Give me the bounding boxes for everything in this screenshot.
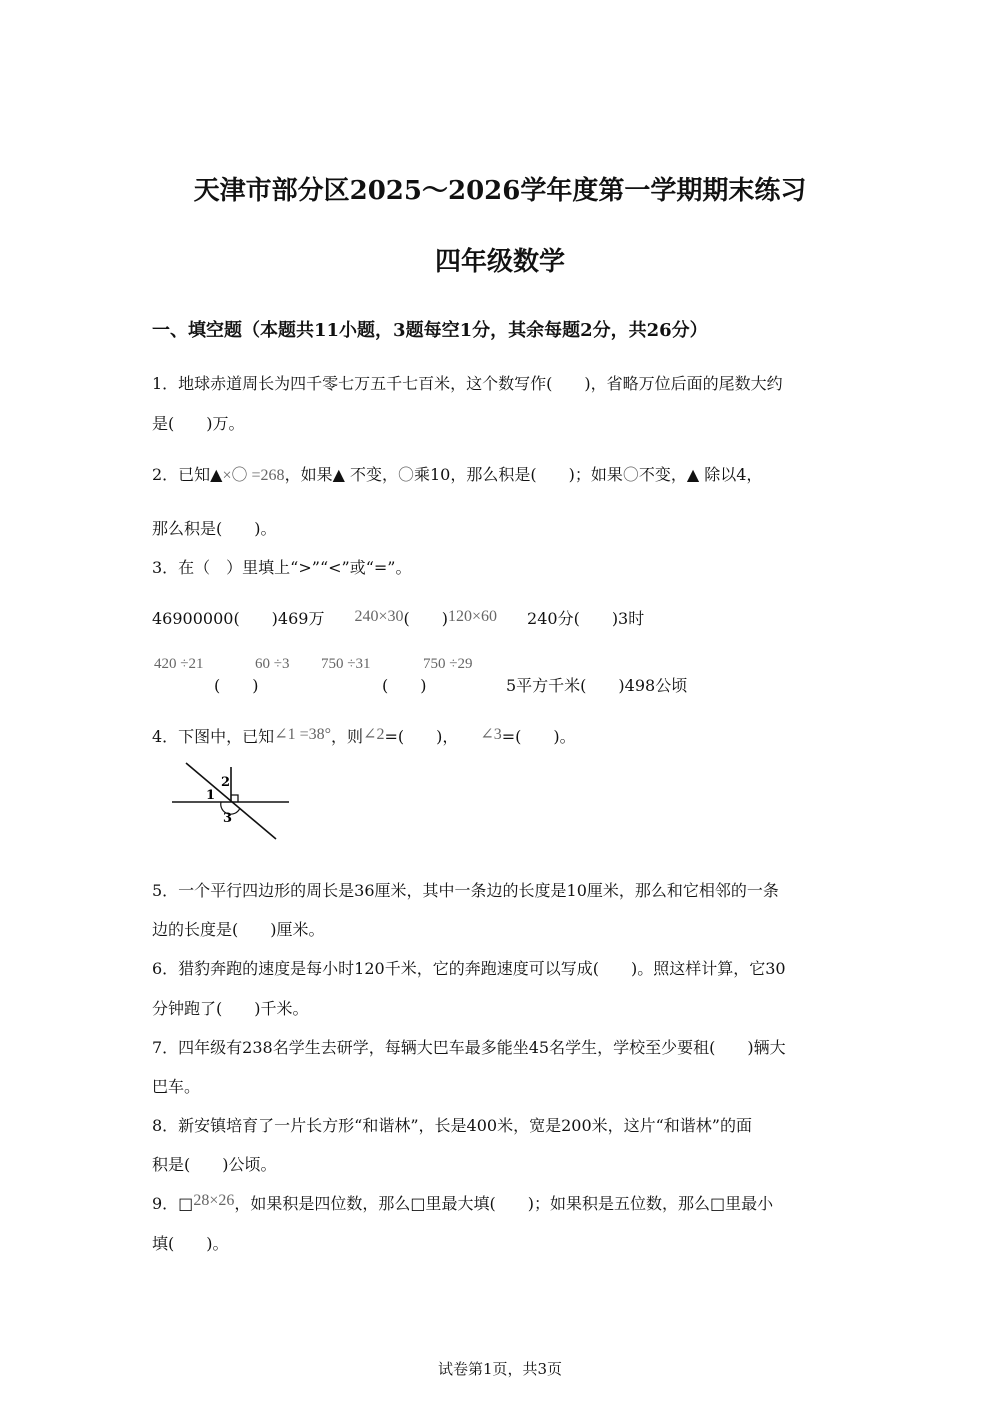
angle-3-symbol: ∠3 (480, 726, 502, 743)
question-4-part-c: =( )， (384, 727, 459, 746)
angle-label-3: 3 (223, 811, 233, 826)
question-3-blank: ( ) (382, 676, 427, 695)
question-3-item-a: 46900000( )469万 (152, 609, 325, 628)
question-3-blank: ( ) (214, 676, 259, 695)
question-3-formula: 240×30 (354, 608, 404, 625)
question-3-item-area: 5平方千米( )498公顷 (506, 676, 688, 695)
question-2-formula: ×〇 =268 (222, 467, 285, 484)
section-heading: 一、填空题（本题共11小题，3题每空1分，其余每题2分，共26分） (152, 320, 708, 341)
question-3-formula: 420 ÷21 (154, 656, 204, 672)
question-3-formula: 750 ÷31 (321, 656, 371, 672)
question-7-line-2: 巴车。 (152, 1077, 201, 1096)
question-2-part-a: 2．已知▲ (152, 465, 223, 484)
question-2-part-c: 乘10，那么积是( )；如果 (413, 465, 623, 484)
question-3-blank: ( ) (403, 609, 448, 628)
question-5-line-1: 5．一个平行四边形的周长是36厘米，其中一条边的长度是10厘米，那么和它相邻的一条 (152, 881, 779, 900)
angle-1-formula: ∠1 =38° (274, 726, 332, 743)
question-3-item-c: 240分( )3时 (527, 609, 645, 628)
angle-label-2: 2 (221, 775, 231, 790)
question-2-part-d: 不变，▲ 除以4， (638, 465, 763, 484)
question-9-part-b: ，如果积是四位数，那么□里最大填( )；如果积是五位数，那么□里最小 (234, 1194, 774, 1213)
question-3-formula: 120×60 (448, 608, 498, 625)
question-4-part-b: ，则 (331, 727, 364, 746)
question-3-line-1: 3．在（ ）里填上“>”“<”或“=”。 (152, 558, 412, 577)
question-9-line-2: 填( )。 (152, 1234, 229, 1253)
angle-figure (165, 755, 295, 845)
circle-symbol: 〇 (622, 467, 639, 484)
page-footer: 试卷第1页，共3页 (437, 1360, 563, 1378)
question-4-part-d: =( )。 (501, 727, 576, 746)
question-6-line-1: 6．猎豹奔跑的速度是每小时120千米，它的奔跑速度可以写成( )。照这样计算，它30 (152, 959, 786, 978)
angle-label-1: 1 (206, 788, 216, 803)
question-1-line-2: 是( )万。 (152, 414, 245, 433)
question-3-row-1 (152, 606, 644, 629)
question-9-line-1 (152, 1191, 773, 1214)
question-1-line-1: 1．地球赤道周长为四千零七万五千七百米，这个数写作( )，省略万位后面的尾数大约 (152, 374, 783, 393)
question-9-part-a: 9．□ (152, 1194, 194, 1213)
angle-2-symbol: ∠2 (363, 726, 385, 743)
circle-symbol: 〇 (397, 467, 414, 484)
question-3-formula: 60 ÷3 (255, 656, 290, 672)
question-4-part-a: 4．下图中，已知 (152, 727, 275, 746)
question-7-line-1: 7．四年级有238名学生去研学，每辆大巴车最多能坐45名学生，学校至少要租( )辆大 (152, 1038, 786, 1057)
page-title: 天津市部分区2025～2026学年度第一学期期末练习 (193, 176, 807, 206)
question-2-part-b: ，如果▲ 不变， (284, 465, 398, 484)
question-8-line-2: 积是( )公顷。 (152, 1155, 277, 1174)
question-6-line-2: 分钟跑了( )千米。 (152, 999, 309, 1018)
question-4-line-1 (152, 724, 576, 747)
question-2-line-1 (152, 462, 762, 485)
question-5-line-2: 边的长度是( )厘米。 (152, 920, 325, 939)
question-8-line-1: 8．新安镇培育了一片长方形“和谐林”，长是400米，宽是200米，这片“和谐林”的面 (152, 1116, 752, 1135)
question-9-formula: 28×26 (193, 1192, 235, 1209)
page-subtitle: 四年级数学 (434, 247, 565, 277)
question-2-line-2: 那么积是( )。 (152, 519, 277, 538)
question-3-formula: 750 ÷29 (423, 656, 473, 672)
